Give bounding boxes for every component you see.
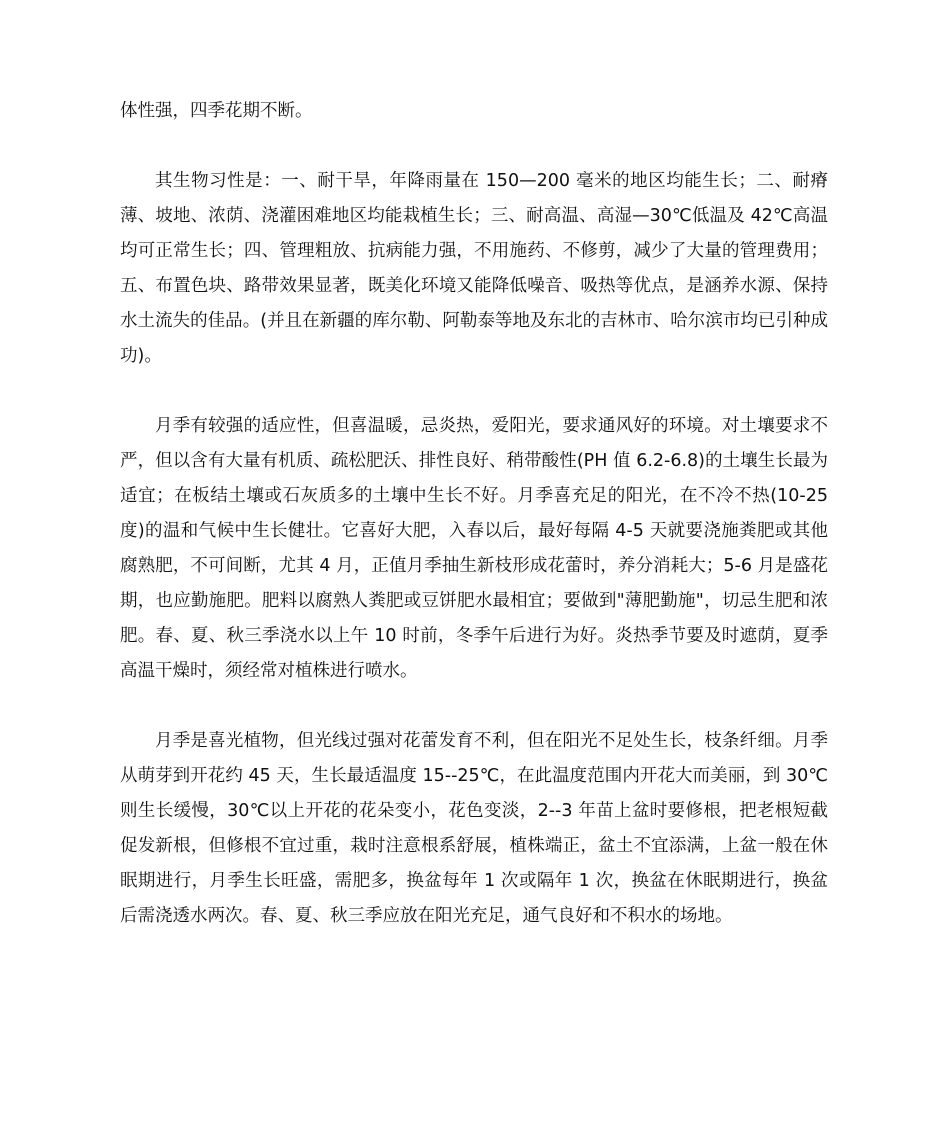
paragraph-light-requirements: 月季是喜光植物，但光线过强对花蕾发育不利，但在阳光不足处生长，枝条纤细。月季从萌芽到开花约 45 天，生长最适温度 15--25℃，在此温度范围内开花大而美丽，到 30℃则生长缓慢，30℃以上开花的花朵变小，花色变淡，2--3 年苗上盆时要修根，把老根短截促发新根，但修根不宜过重，栽时注意根系舒展，植株端正，盆土不宜添满，上盆一般在休眠期进行，月季生长旺盛，需肥多，换盆每年 1 次或隔年 1 次，换盆在休眠期进行，换盆后需浇透水两次。春、夏、秋三季应放在阳光充足，通气良好和不积水的场地。 xyxy=(120,731,828,926)
paragraph-adaptability: 月季有较强的适应性，但喜温暖，忌炎热，爱阳光，要求通风好的环境。对土壤要求不严，但以含有大量有机质、疏松肥沃、排性良好、稍带酸性(PH 值 6.2-6.8)的土壤生长最为适宜；在板结土壤或石灰质多的土壤中生长不好。月季喜充足的阳光，在不冷不热(10-25 度)的温和气候中生长健壮。它喜好大肥，入春以后，最好每隔 4-5 天就要浇施粪肥或其他腐熟肥，不可间断，尤其 4 月，正值月季抽生新枝形成花蕾时，养分消耗大；5-6 月是盛花期，也应勤施肥。肥料以腐熟人粪肥或豆饼肥水最相宜；要做到"薄肥勤施"，切忌生肥和浓肥。春、夏、秋三季浇水以上午 10 时前，冬季午后进行为好。炎热季节要及时遮荫，夏季高温干燥时，须经常对植株进行喷水。 xyxy=(120,416,828,681)
paragraph-biological-habits: 其生物习性是：一、耐干旱，年降雨量在 150—200 毫米的地区均能生长；二、耐瘠薄、坡地、浓荫、浇灌困难地区均能栽植生长；三、耐高温、高湿—30℃低温及 42℃高温均可正常生长；四、管理粗放、抗病能力强，不用施药、不修剪，减少了大量的管理费用；五、布置色块、路带效果显著，既美化环境又能降低噪音、吸热等优点，是涵养水源、保持水土流失的佳品。(并且在新疆的库尔勒、阿勒泰等地及东北的吉林市、哈尔滨市均已引种成功)。 xyxy=(120,171,828,366)
paragraph-continued: 体性强，四季花期不断。 xyxy=(120,101,313,121)
document-body xyxy=(120,94,828,969)
